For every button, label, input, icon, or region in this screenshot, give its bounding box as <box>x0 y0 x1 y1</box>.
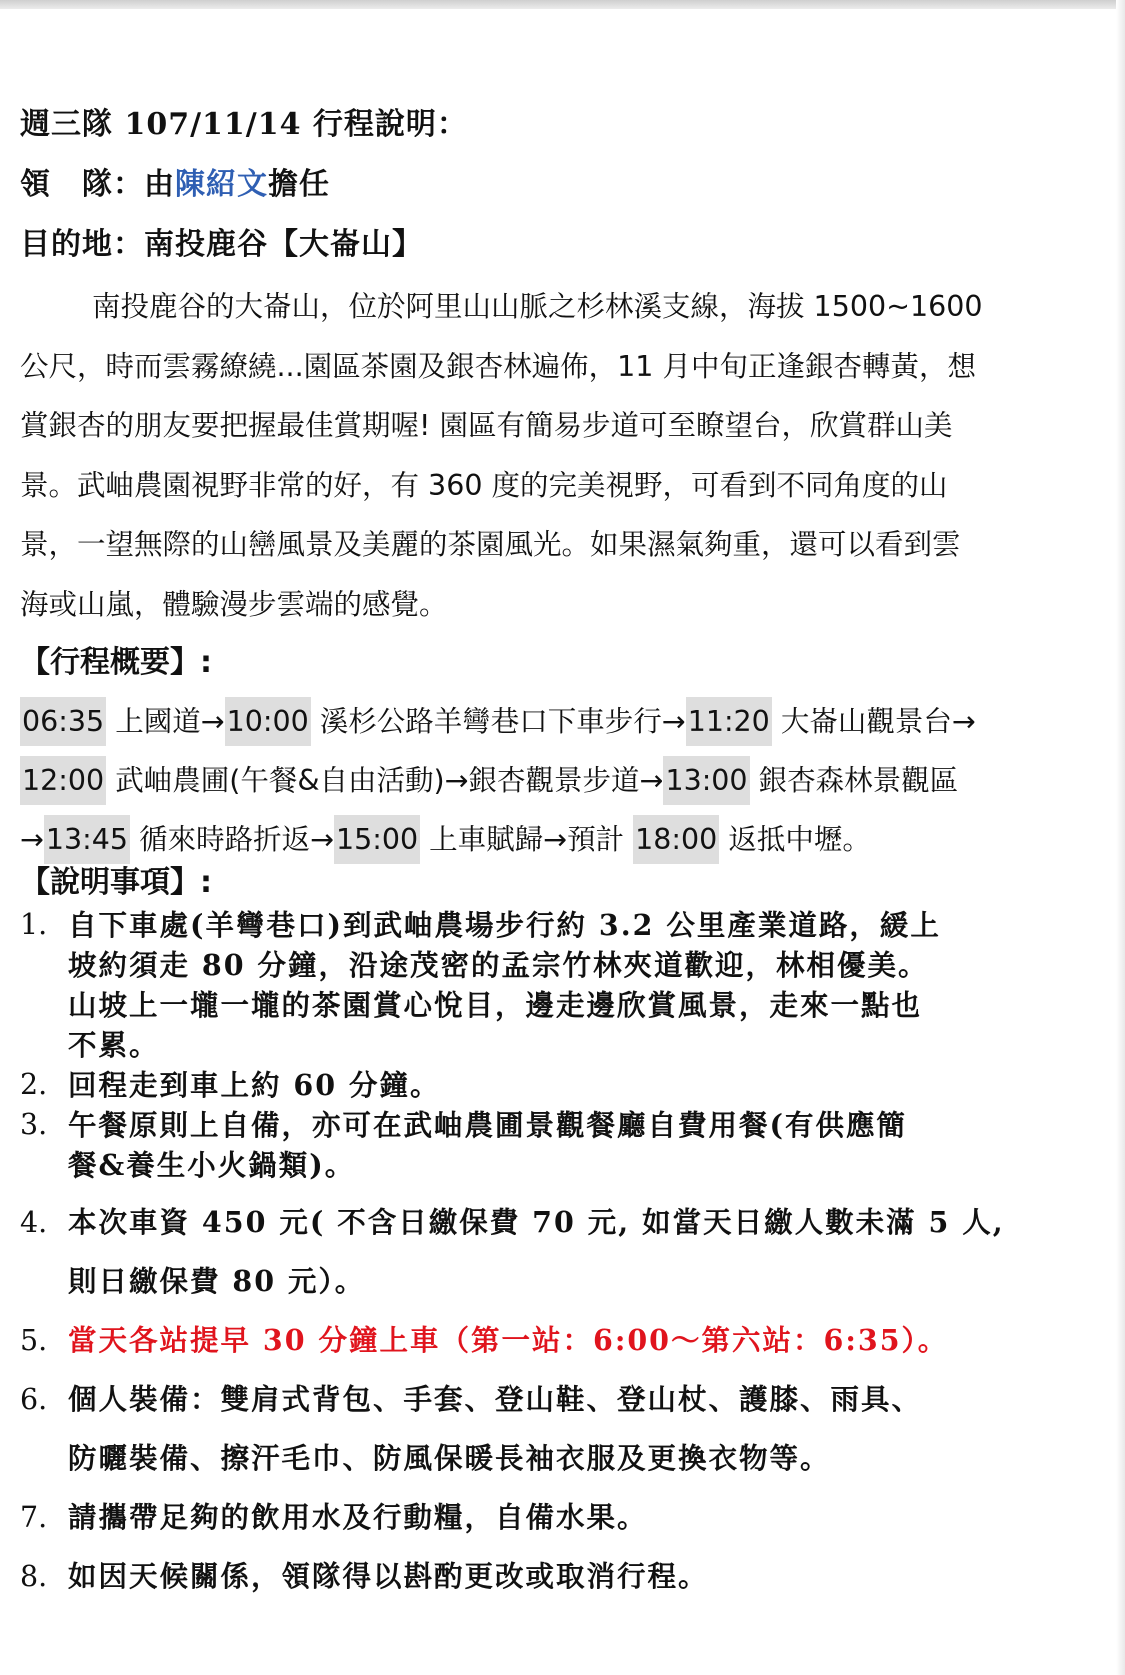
intro-paragraph <box>20 277 1060 634</box>
intro-line: 景，一望無際的山巒風景及美麗的茶園風光。如果濕氣夠重，還可以看到雲 <box>20 528 961 561</box>
time-highlight: 06:35 <box>20 697 106 746</box>
schedule-line <box>20 751 1060 810</box>
schedule-text: 循來時路折返→ <box>130 823 334 856</box>
schedule-text: 武岫農圃(午餐&自由活動)→銀杏觀景步道→ <box>106 764 664 797</box>
leader-line <box>20 155 1060 215</box>
schedule-text: 銀杏森林景觀區 <box>749 764 959 797</box>
intro-line: 南投鹿谷的大崙山，位於阿里山山脈之杉林溪支線，海拔 1500~1600 <box>92 290 983 323</box>
schedule-text: 上車賦歸→預計 <box>420 823 634 856</box>
notes-list <box>20 905 1060 1606</box>
leader-suffix: 擔任 <box>268 167 330 202</box>
note-line: 坡約須走 80 分鐘，沿途茂密的孟宗竹林夾道歡迎，林相優美。 <box>68 948 929 982</box>
note-item <box>20 905 1060 1065</box>
time-highlight: 12:00 <box>20 756 106 805</box>
note-item-warning <box>20 1311 1060 1370</box>
page-edge-shadow <box>1116 0 1125 1675</box>
note-line: 當天各站提早 30 分鐘上車（第一站：6:00～第六站：6:35）。 <box>68 1323 949 1357</box>
note-line: 回程走到車上約 60 分鐘。 <box>68 1068 441 1102</box>
note-number: 8. <box>20 1560 48 1593</box>
note-number: 7. <box>20 1501 48 1534</box>
note-line: 個人裝備：雙肩式背包、手套、登山鞋、登山杖、護膝、雨具、 <box>68 1382 923 1416</box>
note-item <box>20 1488 1060 1547</box>
time-highlight: 10:00 <box>225 697 311 746</box>
note-line: 本次車資 450 元( 不含日繳保費 70 元, 如當天日繳人數未滿 5 人, <box>68 1205 1005 1239</box>
intro-line: 景。武岫農園視野非常的好，有 360 度的完美視野，可看到不同角度的山 <box>20 468 948 502</box>
note-line: 請攜帶足夠的飲用水及行動糧，自備水果。 <box>68 1500 648 1534</box>
notes-heading: 【說明事項】: <box>20 865 212 900</box>
schedule-heading: 【行程概要】: <box>20 645 212 680</box>
time-highlight: 18:00 <box>633 815 719 864</box>
intro-line: 賞銀杏的朋友要把握最佳賞期喔! 園區有簡易步道可至瞭望台，欣賞群山美 <box>20 409 953 442</box>
intro-line: 公尺，時而雲霧繚繞...園區茶園及銀杏林遍佈，11 月中旬正逢銀杏轉黃，想 <box>20 349 977 383</box>
document-page <box>20 95 1060 1606</box>
time-highlight: 13:45 <box>44 815 130 864</box>
schedule-line <box>20 692 1060 751</box>
note-number: 1. <box>20 908 48 941</box>
time-highlight: 11:20 <box>686 697 772 746</box>
time-highlight: 13:00 <box>663 756 749 805</box>
intro-line: 海或山嵐，體驗漫步雲端的感覺。 <box>20 587 448 621</box>
schedule-block <box>20 692 1060 869</box>
note-number: 4. <box>20 1206 48 1239</box>
note-line: 午餐原則上自備，亦可在武岫農圃景觀餐廳自費用餐(有供應簡 <box>68 1108 907 1142</box>
note-number: 2. <box>20 1068 48 1101</box>
note-line: 則日繳保費 80 元）。 <box>68 1264 366 1298</box>
note-item <box>20 1105 1060 1185</box>
note-line: 如因天候關係，領隊得以斟酌更改或取消行程。 <box>68 1559 709 1593</box>
schedule-text: 溪杉公路羊彎巷口下車步行→ <box>310 705 686 738</box>
note-line: 自下車處(羊彎巷口)到武岫農場步行約 3.2 公里產業道路，緩上 <box>68 908 941 942</box>
note-number: 5. <box>20 1324 48 1357</box>
note-item <box>20 1193 1060 1311</box>
schedule-text: 大崙山觀景台→ <box>771 705 976 738</box>
destination-line <box>20 215 1060 275</box>
page-title: 週三隊 107/11/14 行程說明： <box>20 107 468 142</box>
note-number: 3. <box>20 1108 48 1141</box>
note-item <box>20 1065 1060 1105</box>
note-item <box>20 1547 1060 1606</box>
schedule-text: → <box>20 823 44 856</box>
top-edge <box>0 0 1125 9</box>
time-highlight: 15:00 <box>334 815 420 864</box>
note-line: 山坡上一壠一壠的茶園賞心悅目，邊走邊欣賞風景，走來一點也 <box>68 988 923 1022</box>
destination-label: 目的地： <box>20 227 144 262</box>
leader-name: 陳紹文 <box>175 167 268 202</box>
note-number: 6. <box>20 1383 48 1416</box>
leader-label: 領 隊： <box>20 167 144 202</box>
note-line: 餐&養生小火鍋類)。 <box>68 1148 356 1182</box>
destination-value: 南投鹿谷【大崙山】 <box>144 227 423 262</box>
note-item <box>20 1370 1060 1488</box>
schedule-text: 上國道→ <box>106 705 225 738</box>
note-line: 防曬裝備、擦汗毛巾、防風保暖長袖衣服及更換衣物等。 <box>68 1441 831 1475</box>
leader-prefix: 由 <box>144 167 175 202</box>
note-line: 不累。 <box>68 1028 160 1062</box>
schedule-text: 返抵中壢。 <box>719 823 871 856</box>
